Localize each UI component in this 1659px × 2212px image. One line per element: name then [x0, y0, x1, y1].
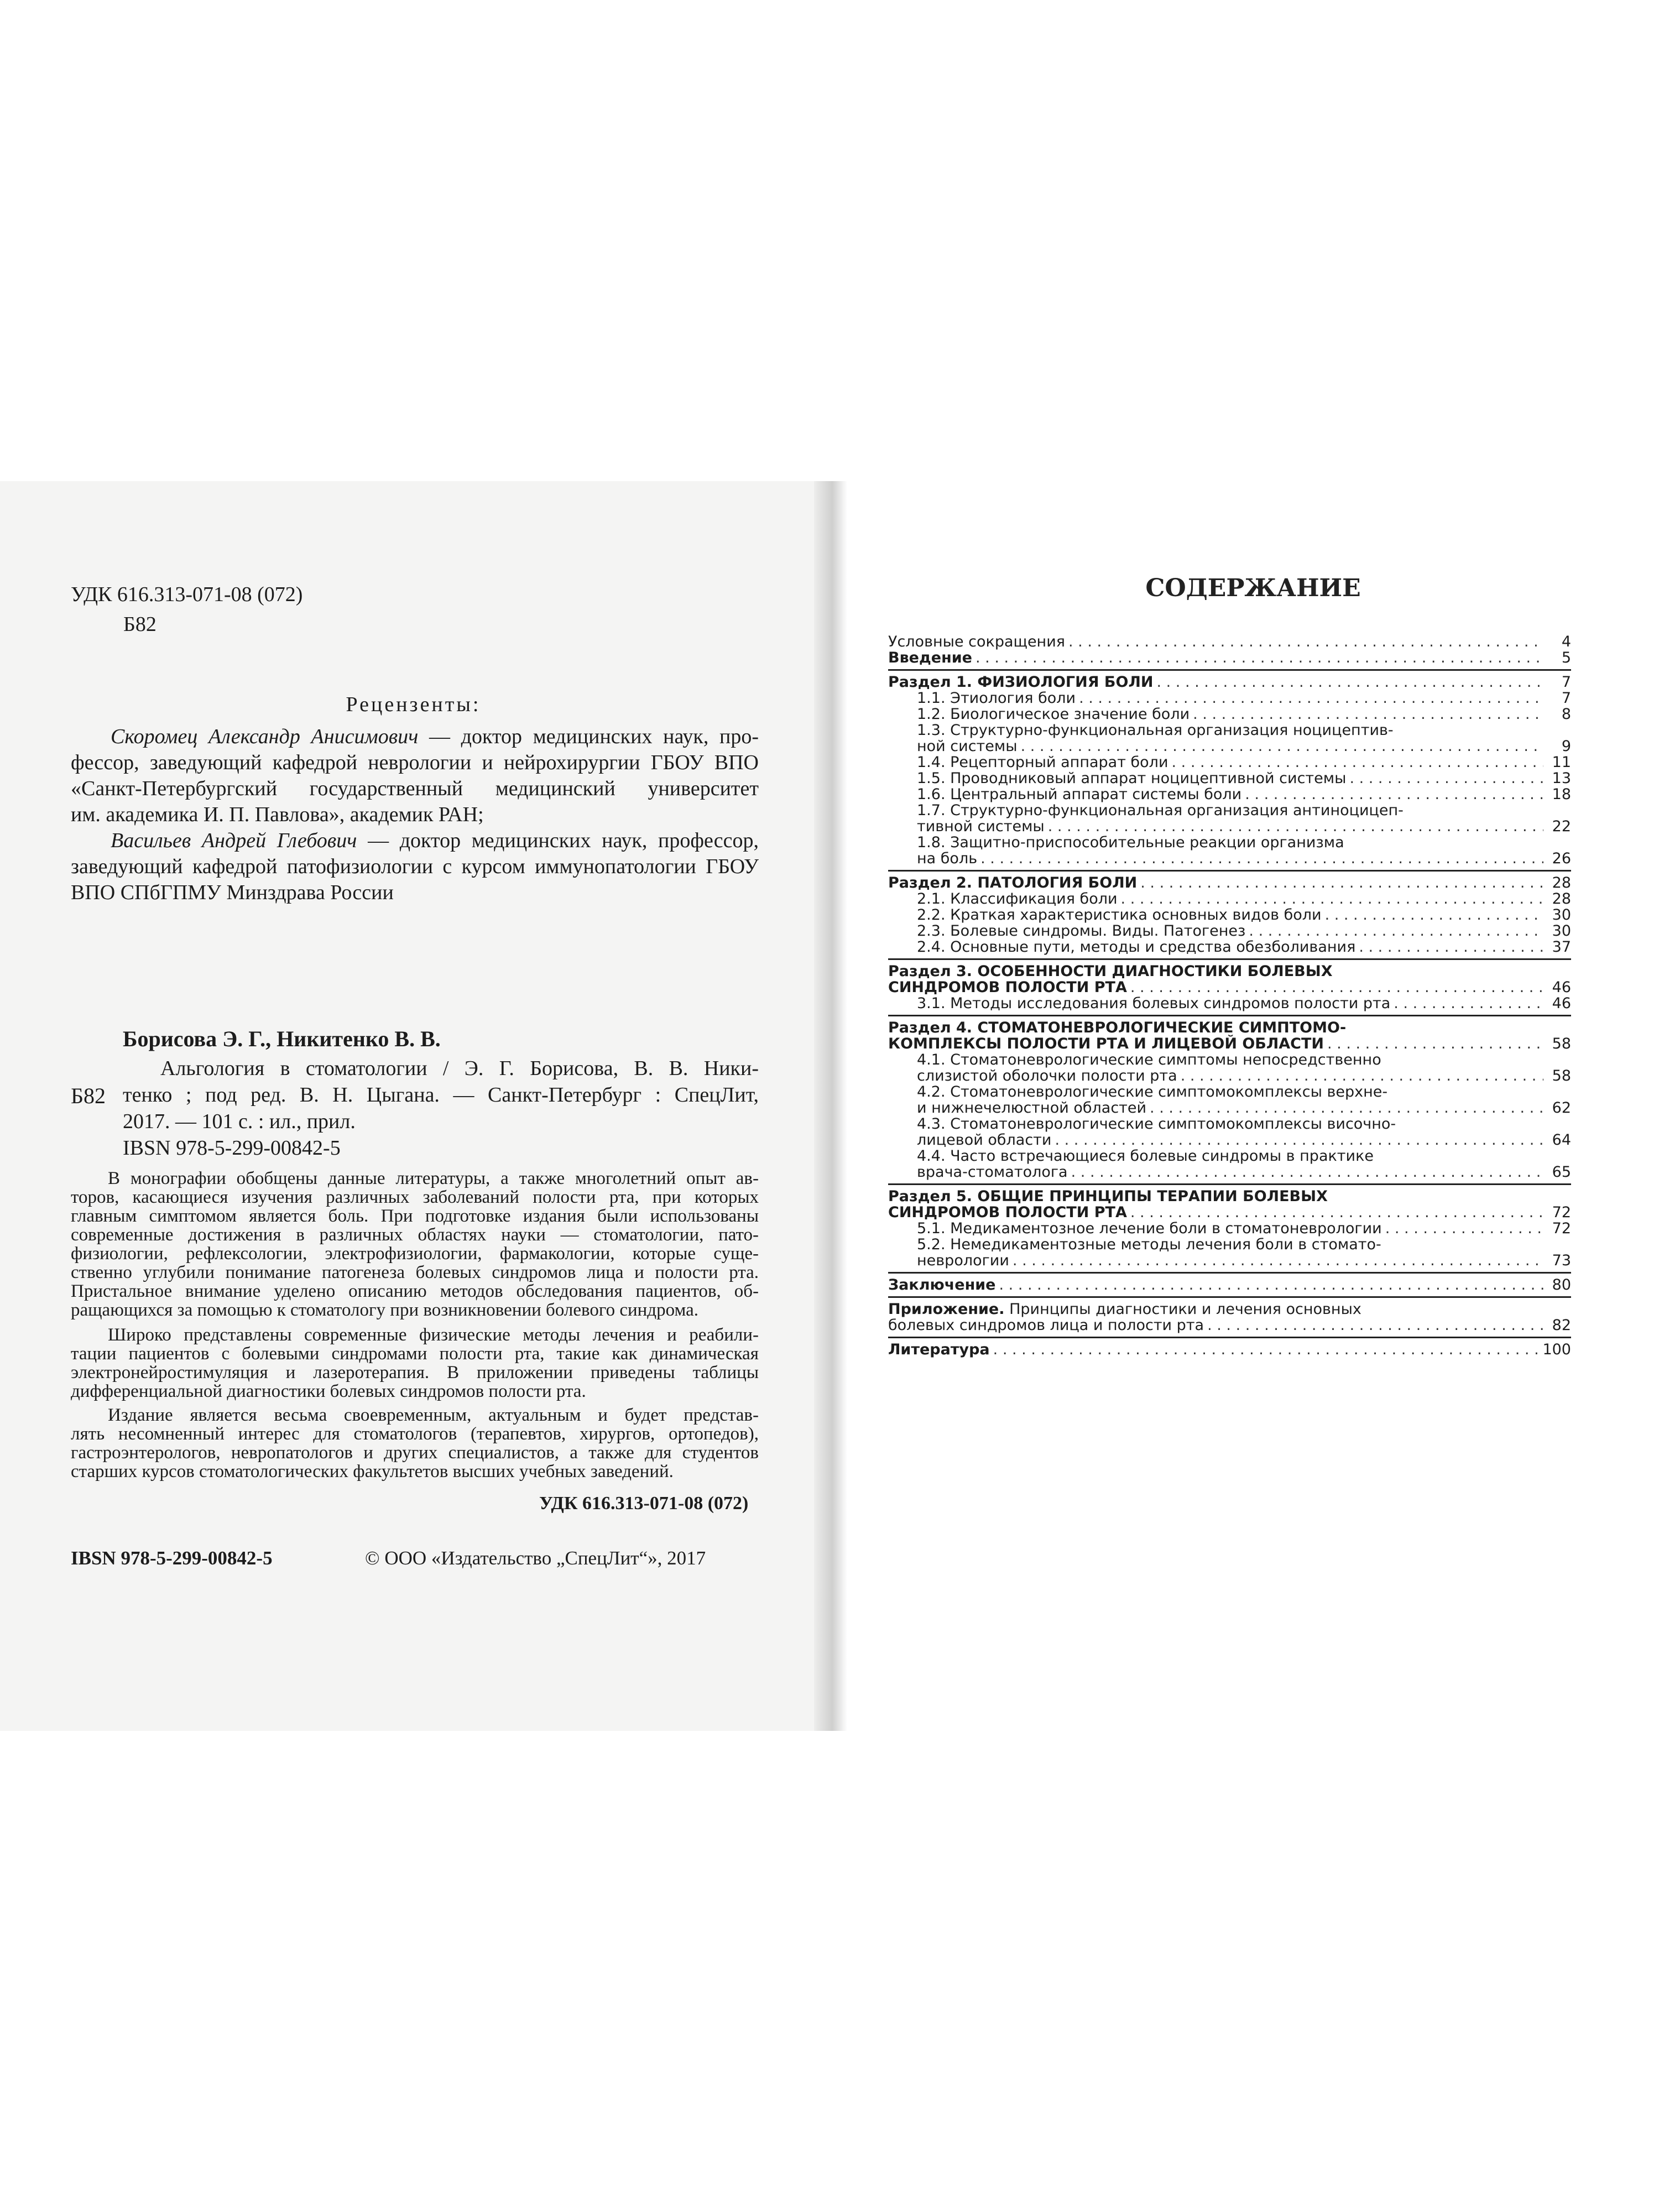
abstract-p3-line: гастроэнтерологов, невропатологов и других специалистов, а также для студентов — [71, 1443, 759, 1463]
toc-conclusion[interactable]: Заключение . . . 80 — [888, 1277, 1571, 1293]
abstract-p2-line: дифференциальной диагностики болевых синдромов полости рта. — [71, 1381, 586, 1401]
toc-divider — [888, 1337, 1571, 1338]
abstract-p3-line: лять несомненный интерес для стоматологов (терапевтов, хирургов, ортопедов), — [71, 1424, 759, 1444]
book-authors: Борисова Э. Г., Никитенко В. В. — [123, 1026, 441, 1051]
library-code-mid: Б82 — [71, 1083, 106, 1108]
abstract-p1-line: ращающихся за помощью к стоматологу при возникновении болевого синдрома. — [71, 1300, 699, 1320]
abstract-p2-line: электронейростимуляция и лазеротерапия. В приложении приведены таблицы — [71, 1363, 759, 1383]
book-gutter — [814, 481, 847, 1731]
abstract-p3-line: Издание является весьма своевременным, актуальным и будет представ- — [108, 1405, 759, 1425]
toc-entry[interactable]: врача-стоматолога . . . 65 — [888, 1164, 1571, 1180]
udk-code-bottom: УДК 616.313-071-08 (072) — [539, 1493, 749, 1514]
toc-entry[interactable]: ной системы . . . 9 — [888, 738, 1571, 754]
toc-appendix-line: Приложение. Принципы диагностики и лечения основных — [888, 1301, 1361, 1318]
toc-entry-line: 4.2. Стоматоневрологические симптомокомплексы верхне- — [917, 1083, 1388, 1100]
toc-divider — [888, 958, 1571, 960]
toc-section-3[interactable]: СИНДРОМОВ ПОЛОСТИ РТА . . . 46 — [888, 979, 1571, 995]
book-spread — [0, 481, 1659, 1731]
toc-entry[interactable]: 2.2. Краткая характеристика основных видов боли . . . 30 — [888, 907, 1571, 923]
toc-entry-line: 5.2. Немедикаментозные методы лечения боли в стомато- — [917, 1236, 1381, 1253]
copyright-notice: © ООО «Издательство „СпецЛит“», 2017 — [365, 1547, 706, 1569]
udk-code-top: УДК 616.313-071-08 (072) — [71, 583, 303, 606]
abstract-p1-line: В монографии обобщены данные литературы, а также многолетний опыт ав- — [108, 1168, 759, 1188]
toc-divider — [888, 1183, 1571, 1185]
toc-entry-line: 1.7. Структурно-функциональная организация антиноцицеп- — [917, 802, 1404, 819]
toc-entry[interactable]: 2.3. Болевые синдромы. Виды. Патогенез . . . 30 — [888, 923, 1571, 939]
reviewer-2-line-3: ВПО СПбГПМУ Минздрава России — [71, 881, 394, 904]
reviewer-1-line-3: «Санкт-Петербургский государственный медицинский университет — [71, 777, 759, 800]
toc-divider — [888, 1272, 1571, 1274]
toc-divider — [888, 870, 1571, 872]
bibliography-line-1: Альгология в стоматологии / Э. Г. Борисова, В. В. Ники- — [160, 1057, 759, 1080]
toc-divider — [888, 1015, 1571, 1016]
toc-appendix[interactable]: болевых синдромов лица и полости рта . . . 82 — [888, 1317, 1571, 1333]
toc-entry[interactable]: 1.6. Центральный аппарат системы боли . . . 18 — [888, 786, 1571, 802]
abstract-p1-line: Пристальное внимание уделено описанию методов обследования пациентов, об- — [71, 1281, 759, 1301]
toc-section-4[interactable]: КОМПЛЕКСЫ ПОЛОСТИ РТА И ЛИЦЕВОЙ ОБЛАСТИ . . . 58 — [888, 1036, 1571, 1052]
toc-entry-line: 1.3. Структурно-функциональная организация ноцицептив- — [917, 722, 1394, 739]
abstract-p1-line: главным симптомом является боль. При подготовке издания были использованы — [71, 1206, 759, 1226]
toc-entry-line: 4.3. Стоматоневрологические симптомокомплексы височно- — [917, 1115, 1396, 1133]
reviewer-2-line-1: Васильев Андрей Глебович — доктор медицинских наук, профессор, — [111, 829, 759, 852]
abstract-p1-line: ственно углубили понимание патогенеза болевых синдромов лица и полости рта. — [71, 1262, 759, 1282]
toc-entry-line: 4.4. Часто встречающиеся болевые синдромы в практике — [917, 1147, 1374, 1165]
toc-section-3-line: Раздел 3. ОСОБЕННОСТИ ДИАГНОСТИКИ БОЛЕВЫХ — [888, 963, 1333, 980]
reviewers-heading: Рецензенты: — [346, 693, 481, 716]
toc-section-5[interactable]: СИНДРОМОВ ПОЛОСТИ РТА . . . 72 — [888, 1204, 1571, 1220]
toc-entry[interactable]: 3.1. Методы исследования болевых синдромов полости рта . . . 46 — [888, 995, 1571, 1011]
reviewer-2-name: Васильев Андрей Глебович — [111, 829, 357, 852]
abstract-p2-line: тации пациентов с болевыми синдромами полости рта, такие как динамическая — [71, 1344, 759, 1364]
toc-entry[interactable]: слизистой оболочки полости рта . . . 58 — [888, 1068, 1571, 1084]
toc-entry[interactable]: на боль . . . 26 — [888, 851, 1571, 867]
abstract-p1-line: торов, касающиеся изучения различных заболеваний полости рта, при которых — [71, 1187, 759, 1207]
toc-divider — [888, 669, 1571, 671]
isbn-bottom: IBSN 978-5-299-00842-5 — [71, 1547, 273, 1569]
toc-section-5-line: Раздел 5. ОБЩИЕ ПРИНЦИПЫ ТЕРАПИИ БОЛЕВЫХ — [888, 1188, 1328, 1205]
toc-entry[interactable]: 1.5. Проводниковый аппарат ноцицептивной системы . . . 13 — [888, 770, 1571, 786]
toc-entry[interactable]: 2.4. Основные пути, методы и средства обезболивания . . . 37 — [888, 939, 1571, 955]
toc-entry[interactable]: 1.1. Этиология боли . . . 7 — [888, 690, 1571, 706]
bibliography-line-3: 2017. — 101 с. : ил., прил. — [123, 1110, 356, 1133]
toc-entry[interactable]: 2.1. Классификация боли . . . 28 — [888, 891, 1571, 907]
reviewer-1-line-1: Скоромец Александр Анисимович — доктор медицинских наук, про- — [111, 725, 759, 748]
toc-entry[interactable]: тивной системы . . . 22 — [888, 818, 1571, 834]
toc-entry[interactable]: неврологии . . . 73 — [888, 1253, 1571, 1269]
toc-literature[interactable]: Литература . . . 100 — [888, 1342, 1571, 1358]
library-code-top: Б82 — [123, 613, 156, 636]
toc-entry[interactable]: 1.4. Рецепторный аппарат боли . . . 11 — [888, 754, 1571, 770]
toc-entry[interactable]: Условные сокращения . . . 4 — [888, 634, 1571, 650]
toc-title: СОДЕРЖАНИЕ — [1145, 574, 1361, 602]
toc-section-4-line: Раздел 4. СТОМАТОНЕВРОЛОГИЧЕСКИЕ СИМПТОМО- — [888, 1019, 1347, 1036]
toc-entry[interactable]: Введение . . . 5 — [888, 650, 1571, 666]
reviewer-1-line-4: им. академика И. П. Павлова», академик РАН; — [71, 803, 484, 826]
toc-entry-line: 1.8. Защитно-приспособительные реакции организма — [917, 834, 1344, 851]
abstract-p1-line: физиологии, рефлексологии, электрофизиологии, фармакологии, которые суще- — [71, 1244, 759, 1264]
toc-entry[interactable]: лицевой области . . . 64 — [888, 1132, 1571, 1148]
toc-entry[interactable]: и нижнечелюстной областей . . . 62 — [888, 1100, 1571, 1116]
toc-section-2[interactable]: Раздел 2. ПАТОЛОГИЯ БОЛИ . . . 28 — [888, 875, 1571, 891]
abstract-p2-line: Широко представлены современные физические методы лечения и реабили- — [108, 1325, 759, 1345]
abstract-p3-line: старших курсов стоматологических факультетов высших учебных заведений. — [71, 1462, 674, 1481]
reviewer-1-line-2: фессор, заведующий кафедрой неврологии и нейрохирургии ГБОУ ВПО — [71, 751, 759, 774]
bibliography-isbn: IBSN 978-5-299-00842-5 — [123, 1136, 341, 1160]
toc-section-1[interactable]: Раздел 1. ФИЗИОЛОГИЯ БОЛИ . . . 7 — [888, 674, 1571, 690]
table-of-contents — [888, 634, 1571, 1358]
toc-entry-line: 4.1. Стоматоневрологические симптомы непосредственно — [917, 1051, 1381, 1068]
bibliography-line-2: тенко ; под ред. В. Н. Цыгана. — Санкт-Петербург : СпецЛит, — [123, 1083, 759, 1107]
reviewer-1-name: Скоромец Александр Анисимович — [111, 725, 419, 748]
toc-divider — [888, 1296, 1571, 1298]
toc-entry[interactable]: 5.1. Медикаментозное лечение боли в стоматоневрологии . . . 72 — [888, 1220, 1571, 1237]
abstract-p1-line: современные достижения в различных областях науки — стоматологии, пато- — [71, 1225, 759, 1245]
toc-entry[interactable]: 1.2. Биологическое значение боли . . . 8 — [888, 706, 1571, 722]
reviewer-2-line-2: заведующий кафедрой патофизиологии с курсом иммунопатологии ГБОУ — [71, 855, 759, 878]
